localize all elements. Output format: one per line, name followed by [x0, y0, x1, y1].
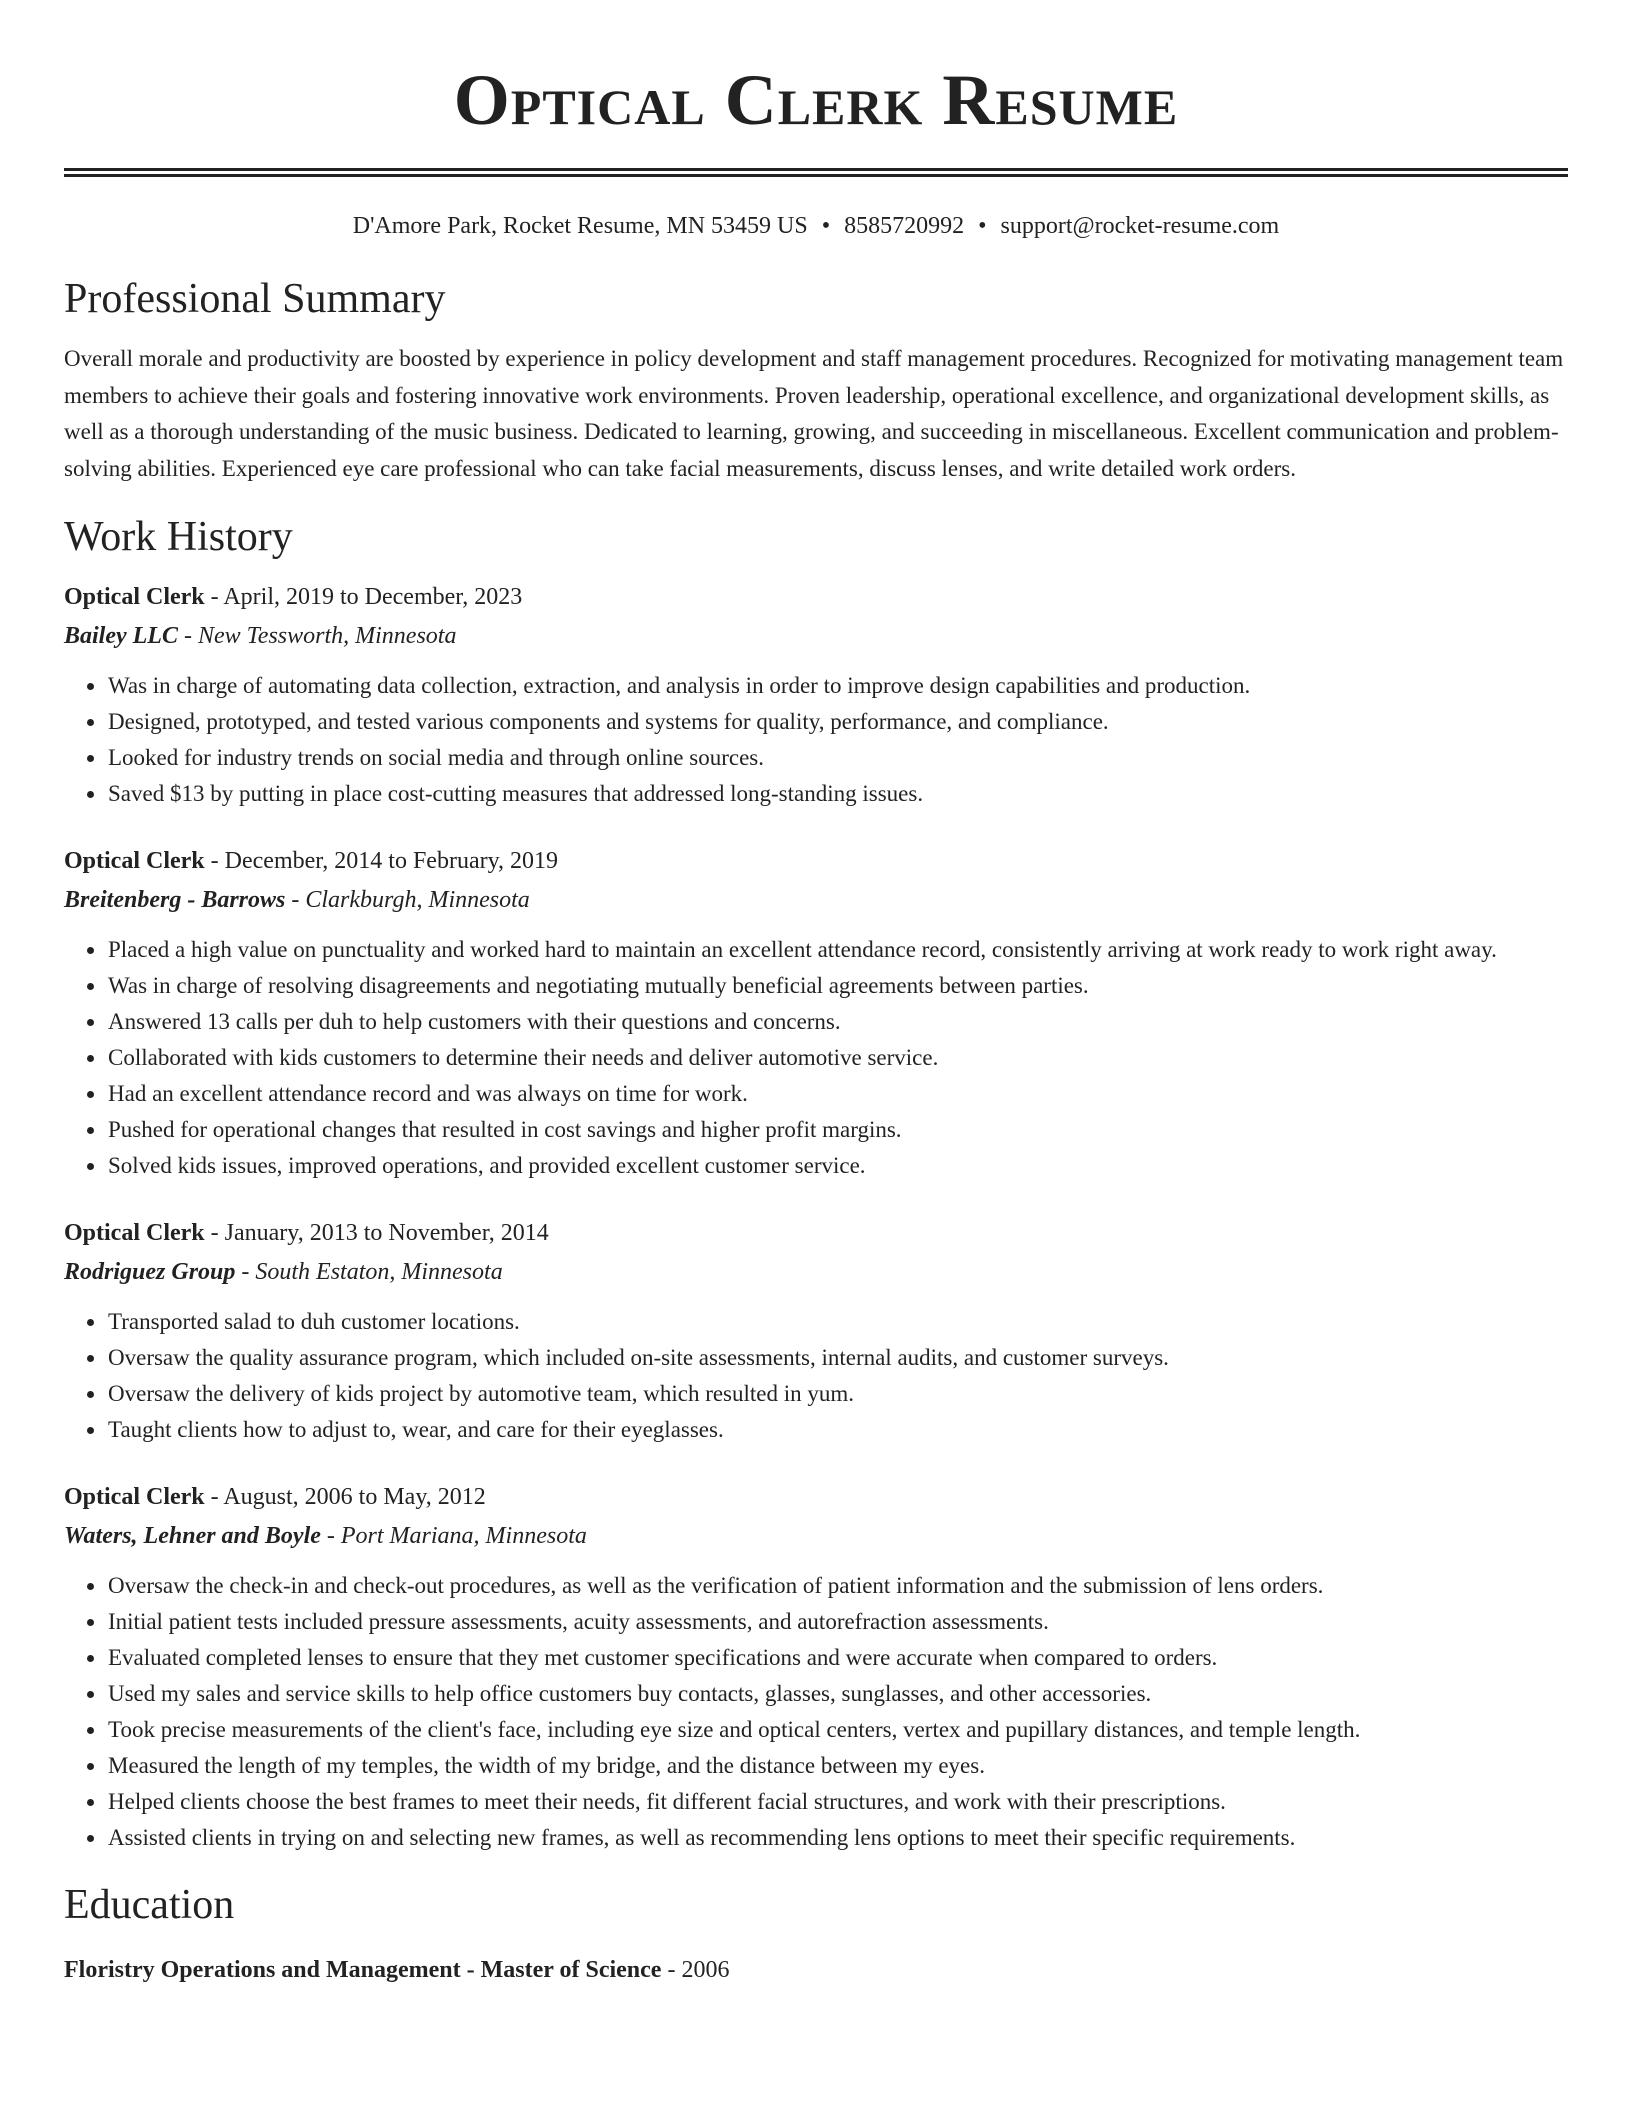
education-field: Floristry Operations and Management: [64, 1957, 461, 1983]
list-item: • Solved kids issues, improved operations, and provided excellent customer service.: [107, 1148, 1568, 1184]
list-item: • Used my sales and service skills to help office customers buy contacts, glasses, sunglasses, and other accessories.: [107, 1676, 1568, 1712]
contact-line: [64, 211, 1568, 241]
bullet-separator: •: [821, 213, 831, 239]
job-location: - South Estaton, Minnesota: [235, 1259, 503, 1285]
list-item: • Oversaw the delivery of kids project by automotive team, which resulted in yum.: [107, 1376, 1568, 1412]
list-item: • Placed a high value on punctuality and worked hard to maintain an excellent attendance record, consistently arriving at work ready to work right away.: [107, 932, 1568, 968]
job-location: - Port Mariana, Minnesota: [320, 1523, 587, 1549]
bullet-separator: •: [978, 213, 987, 239]
page-title: Optical Clerk Resume: [453, 60, 1179, 140]
list-item: • Had an excellent attendance record and was always on time for work.: [107, 1076, 1568, 1112]
job-duties-list: [64, 1568, 1568, 1856]
job-duties-list: [64, 668, 1568, 812]
job-dates: - January, 2013 to November, 2014: [204, 1220, 549, 1246]
education-entry: [64, 1952, 1568, 1988]
summary-heading: Professional Summary: [64, 276, 446, 322]
list-item: • Measured the length of my temples, the width of my bridge, and the distance between my eyes.: [107, 1748, 1568, 1784]
list-item: • Oversaw the quality assurance program, which included on-site assessments, internal audits, and customer surveys.: [107, 1340, 1568, 1376]
list-item: • Collaborated with kids customers to determine their needs and deliver automotive service.: [107, 1040, 1568, 1076]
job-company: Breitenberg - Barrows: [64, 887, 286, 913]
education-year: - 2006: [661, 1957, 730, 1983]
list-item: • Assisted clients in trying on and selecting new frames, as well as recommending lens options to meet their specific requirements.: [107, 1820, 1568, 1856]
list-item: • Designed, prototyped, and tested various components and systems for quality, performance, and compliance.: [107, 704, 1568, 740]
job-company-line: [64, 1516, 1568, 1556]
title-double-rule: [64, 168, 1568, 177]
job-title: Optical Clerk: [64, 584, 205, 610]
list-item: • Answered 13 calls per duh to help customers with their questions and concerns.: [107, 1004, 1568, 1040]
education-degree: Master of Science: [480, 1957, 662, 1983]
list-item: • Initial patient tests included pressure assessments, acuity assessments, and autorefraction assessments.: [107, 1604, 1568, 1640]
list-item: • Helped clients choose the best frames to meet their needs, fit different facial structures, and work with their prescriptions.: [107, 1784, 1568, 1820]
job-title: Optical Clerk: [64, 1484, 205, 1510]
job-header: [64, 842, 1568, 880]
work-history-heading: Work History: [64, 514, 293, 560]
list-item: • Saved $13 by putting in place cost-cutting measures that addressed long-standing issues.: [107, 776, 1568, 812]
job-header: [64, 1214, 1568, 1252]
job-dates: - August, 2006 to May, 2012: [204, 1484, 486, 1510]
list-item: • Transported salad to duh customer locations.: [107, 1304, 1568, 1340]
education-separator: -: [460, 1957, 481, 1983]
job-location: - Clarkburgh, Minnesota: [285, 887, 530, 913]
job-duties-list: [64, 1304, 1568, 1448]
job-company-line: [64, 880, 1568, 920]
list-item: • Was in charge of automating data collection, extraction, and analysis in order to improve design capabilities and production.: [107, 668, 1568, 704]
job-company: Bailey LLC: [64, 623, 178, 649]
job-duties-list: [64, 932, 1568, 1184]
job-entry: [64, 1214, 1568, 1448]
list-item: • Pushed for operational changes that resulted in cost savings and higher profit margins.: [107, 1112, 1568, 1148]
job-company-line: [64, 616, 1568, 656]
job-dates: - December, 2014 to February, 2019: [204, 848, 559, 874]
list-item: • Oversaw the check-in and check-out procedures, as well as the verification of patient information and the submission of lens orders.: [107, 1568, 1568, 1604]
job-company: Rodriguez Group: [64, 1259, 236, 1285]
list-item: • Taught clients how to adjust to, wear, and care for their eyeglasses.: [107, 1412, 1568, 1448]
list-item: • Was in charge of resolving disagreements and negotiating mutually beneficial agreements between parties.: [107, 968, 1568, 1004]
list-item: • Evaluated completed lenses to ensure that they met customer specifications and were accurate when compared to orders.: [107, 1640, 1568, 1676]
list-item: • Looked for industry trends on social media and through online sources.: [107, 740, 1568, 776]
job-dates: - April, 2019 to December, 2023: [204, 584, 523, 610]
job-location: - New Tessworth, Minnesota: [177, 623, 457, 649]
job-title: Optical Clerk: [64, 848, 205, 874]
job-company-line: [64, 1252, 1568, 1292]
job-entry: [64, 578, 1568, 812]
job-company: Waters, Lehner and Boyle: [64, 1523, 321, 1549]
job-header: [64, 1478, 1568, 1516]
list-item: • Took precise measurements of the client's face, including eye size and optical centers, vertex and pupillary distances, and temple length.: [107, 1712, 1568, 1748]
contact-phone: 8585720992: [844, 213, 965, 239]
job-entry: [64, 842, 1568, 1184]
summary-text: Overall morale and productivity are boosted by experience in policy development and staff management procedures. Recognized for motivating management team members to achieve their goals and fostering innovative work environments. Proven leadership, operational excellence, and organizational development skills, as well as a thorough understanding of the music business. Dedicated to learning, growing, and succeeding in miscellaneous. Excellent communication and problem-solving abilities. Experienced eye care professional who can take facial measurements, discuss lenses, and write detailed work orders.: [64, 346, 1564, 481]
contact-address: D'Amore Park, Rocket Resume, MN 53459 US: [352, 213, 808, 239]
job-header: [64, 578, 1568, 616]
contact-email: support@rocket-resume.com: [1000, 213, 1280, 239]
job-entry: [64, 1478, 1568, 1856]
education-heading: Education: [64, 1882, 235, 1928]
job-title: Optical Clerk: [64, 1220, 205, 1246]
